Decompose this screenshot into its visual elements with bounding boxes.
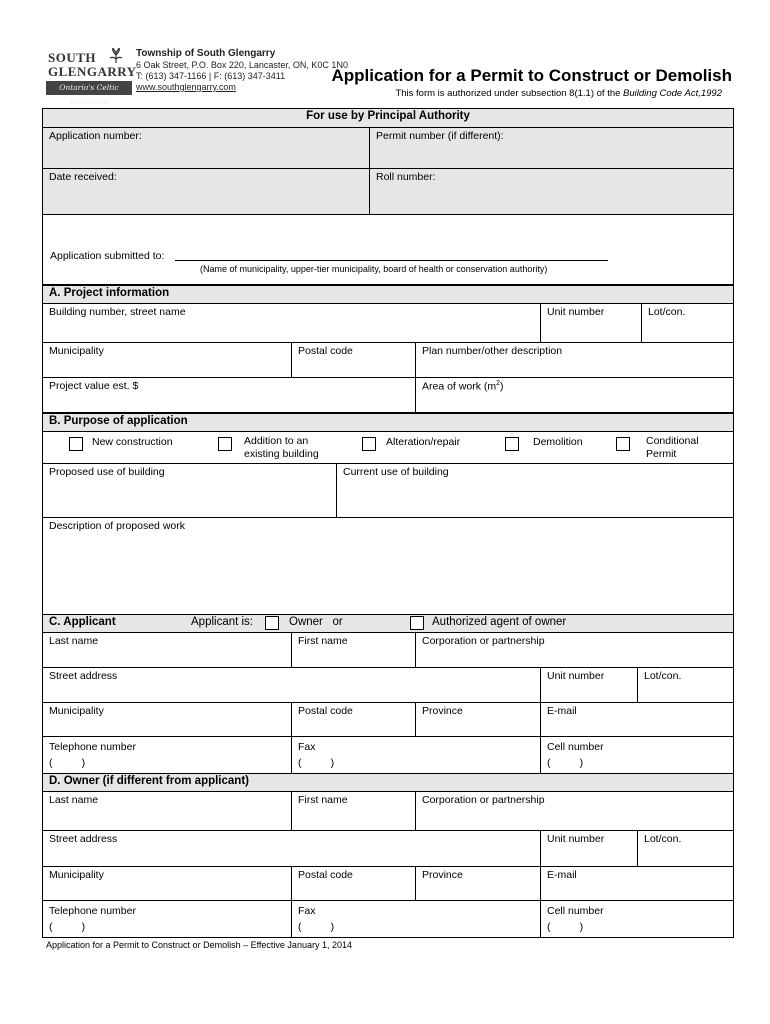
township-contact <box>136 48 348 93</box>
authority-heading: For use by Principal Authority <box>42 108 734 128</box>
conditional-label-2: Permit <box>646 448 677 460</box>
owner-postal-label: Postal code <box>298 869 353 881</box>
new-construction-label: New construction <box>92 436 173 448</box>
applicant-corporation-field[interactable] <box>415 632 734 668</box>
applicant-municipality-field[interactable] <box>42 702 292 737</box>
page-footer: Application for a Permit to Construct or Demolish – Effective January 1, 2014 <box>46 940 352 950</box>
township-logo <box>46 48 137 106</box>
plan-number-field[interactable] <box>415 342 734 378</box>
subtitle-text: This form is authorized under subsection 8(1.1) of the <box>395 88 624 99</box>
applicant-cell-field[interactable] <box>540 736 734 774</box>
applicant-fax-label: Fax <box>298 741 316 753</box>
applicant-fax-field[interactable] <box>291 736 541 774</box>
owner-email-field[interactable] <box>540 866 734 901</box>
applicant-agent-checkbox[interactable] <box>410 616 424 630</box>
municipality-label: Municipality <box>49 345 104 357</box>
applicant-lot-con-field[interactable] <box>637 667 734 703</box>
owner-fax-area: ( ) <box>298 921 335 933</box>
section-a-heading: A. Project information <box>42 285 734 304</box>
owner-municipality-field[interactable] <box>42 866 292 901</box>
section-b-heading: B. Purpose of application <box>42 413 734 432</box>
org-website-link[interactable]: www.southglengarry.com <box>136 82 236 92</box>
postal-code-label: Postal code <box>298 345 353 357</box>
applicant-province-field[interactable] <box>415 702 541 737</box>
applicant-unit-label: Unit number <box>547 670 605 682</box>
project-value-label: Project value est. $ <box>49 380 139 392</box>
date-received-field[interactable] <box>42 168 370 215</box>
applicant-first-name-label: First name <box>298 635 348 647</box>
section-c-title: C. Applicant <box>49 616 116 628</box>
org-address: 6 Oak Street, P.O. Box 220, Lancaster, ON, K0C 1N0 <box>136 60 348 70</box>
applicant-corporation-label: Corporation or partnership <box>422 635 545 647</box>
applicant-agent-label: Authorized agent of owner <box>432 616 567 628</box>
owner-email-label: E-mail <box>547 869 577 881</box>
roll-number-label: Roll number: <box>376 171 436 183</box>
applicant-cell-area: ( ) <box>547 757 584 769</box>
project-value-field[interactable] <box>42 377 416 413</box>
section-d-heading: D. Owner (if different from applicant) <box>42 773 734 792</box>
owner-cell-label: Cell number <box>547 905 604 917</box>
building-street-field[interactable] <box>42 303 541 343</box>
owner-street-label: Street address <box>49 833 118 845</box>
addition-label <box>244 435 319 461</box>
demolition-checkbox[interactable] <box>505 437 519 451</box>
page-title: Application for a Permit to Construct or Demolish <box>331 66 732 85</box>
applicant-telephone-area: ( ) <box>49 757 86 769</box>
subtitle-act: Building Code Act,1992 <box>623 88 722 99</box>
owner-unit-label: Unit number <box>547 833 605 845</box>
description-label: Description of proposed work <box>49 520 185 532</box>
applicant-email-field[interactable] <box>540 702 734 737</box>
owner-last-name-label: Last name <box>49 794 99 806</box>
applicant-last-name-label: Last name <box>49 635 99 647</box>
applicant-owner-checkbox[interactable] <box>265 616 279 630</box>
submitted-to-hint: (Name of municipality, upper-tier municipality, board of health or conservation authority) <box>200 264 548 274</box>
addition-label-1: Addition to an <box>244 435 309 447</box>
applicant-municipality-label: Municipality <box>49 705 104 717</box>
owner-province-label: Province <box>422 869 463 881</box>
owner-cell-area: ( ) <box>547 921 584 933</box>
submitted-to-label: Application submitted to: <box>50 250 165 262</box>
applicant-telephone-field[interactable] <box>42 736 292 774</box>
conditional-permit-checkbox[interactable] <box>616 437 630 451</box>
applicant-is-label: Applicant is: <box>191 616 254 628</box>
applicant-owner-label: Owner or <box>289 616 343 628</box>
page-subtitle <box>320 88 722 99</box>
owner-lot-con-field[interactable] <box>637 830 734 867</box>
owner-corporation-label: Corporation or partnership <box>422 794 545 806</box>
applicant-street-field[interactable] <box>42 667 541 703</box>
addition-label-2: existing building <box>244 448 319 460</box>
municipality-field[interactable] <box>42 342 292 378</box>
new-construction-checkbox[interactable] <box>69 437 83 451</box>
demolition-label: Demolition <box>533 436 583 448</box>
owner-unit-field[interactable] <box>540 830 638 867</box>
owner-postal-field[interactable] <box>291 866 416 901</box>
applicant-telephone-label: Telephone number <box>49 741 136 753</box>
applicant-first-name-field[interactable] <box>291 632 416 668</box>
thistle-icon <box>104 48 128 64</box>
application-number-label: Application number: <box>49 130 142 142</box>
applicant-lot-con-label: Lot/con. <box>644 670 682 682</box>
applicant-fax-area: ( ) <box>298 757 335 769</box>
owner-province-field[interactable] <box>415 866 541 901</box>
alteration-checkbox[interactable] <box>362 437 376 451</box>
area-of-work-label: Area of work (m <box>422 380 497 393</box>
logo-tagline: Ontario's Celtic Heartland <box>46 81 132 95</box>
owner-municipality-label: Municipality <box>49 869 104 881</box>
current-use-label: Current use of building <box>343 466 449 478</box>
applicant-last-name-field[interactable] <box>42 632 292 668</box>
proposed-use-label: Proposed use of building <box>49 466 165 478</box>
permit-number-field[interactable] <box>369 127 734 169</box>
date-received-label: Date received: <box>49 171 117 183</box>
logo-line2: GLENGARRY <box>48 64 137 79</box>
postal-code-field[interactable] <box>291 342 416 378</box>
logo-line1: SOUTH <box>48 50 97 65</box>
addition-checkbox[interactable] <box>218 437 232 451</box>
application-number-field[interactable] <box>42 127 370 169</box>
org-name: Township of South Glengarry <box>136 48 276 59</box>
owner-corporation-field[interactable] <box>415 791 734 831</box>
plan-number-label: Plan number/other description <box>422 345 563 357</box>
conditional-permit-label <box>646 435 699 461</box>
applicant-street-label: Street address <box>49 670 118 682</box>
lot-con-field[interactable] <box>641 303 734 343</box>
applicant-province-label: Province <box>422 705 463 717</box>
owner-first-name-label: First name <box>298 794 348 806</box>
area-close: ) <box>500 380 504 393</box>
owner-street-field[interactable] <box>42 830 541 867</box>
owner-telephone-area: ( ) <box>49 921 86 933</box>
area-of-work-field[interactable] <box>415 377 734 413</box>
lot-con-label: Lot/con. <box>648 306 686 318</box>
owner-cell-field[interactable] <box>540 900 734 938</box>
proposed-use-field[interactable] <box>42 463 337 518</box>
current-use-field[interactable] <box>336 463 734 518</box>
permit-number-label: Permit number (if different): <box>376 130 504 142</box>
applicant-postal-field[interactable] <box>291 702 416 737</box>
owner-last-name-field[interactable] <box>42 791 292 831</box>
owner-fax-field[interactable] <box>291 900 541 938</box>
description-field[interactable] <box>42 517 734 615</box>
owner-lot-con-label: Lot/con. <box>644 833 682 845</box>
unit-number-label: Unit number <box>547 306 605 318</box>
roll-number-field[interactable] <box>369 168 734 215</box>
org-phone-fax: T: (613) 347-1166 | F: (613) 347-3411 <box>136 71 286 81</box>
owner-first-name-field[interactable] <box>291 791 416 831</box>
owner-telephone-label: Telephone number <box>49 905 136 917</box>
applicant-unit-field[interactable] <box>540 667 638 703</box>
area-superscript: 2 <box>496 380 501 387</box>
submitted-to-input[interactable] <box>175 260 608 261</box>
applicant-cell-label: Cell number <box>547 741 604 753</box>
unit-number-field[interactable] <box>540 303 642 343</box>
applicant-postal-label: Postal code <box>298 705 353 717</box>
section-c-heading <box>42 614 734 633</box>
owner-telephone-field[interactable] <box>42 900 292 938</box>
conditional-label-1: Conditional <box>646 435 699 447</box>
owner-fax-label: Fax <box>298 905 316 917</box>
applicant-email-label: E-mail <box>547 705 577 717</box>
building-street-label: Building number, street name <box>49 306 186 318</box>
alteration-label: Alteration/repair <box>386 436 461 448</box>
